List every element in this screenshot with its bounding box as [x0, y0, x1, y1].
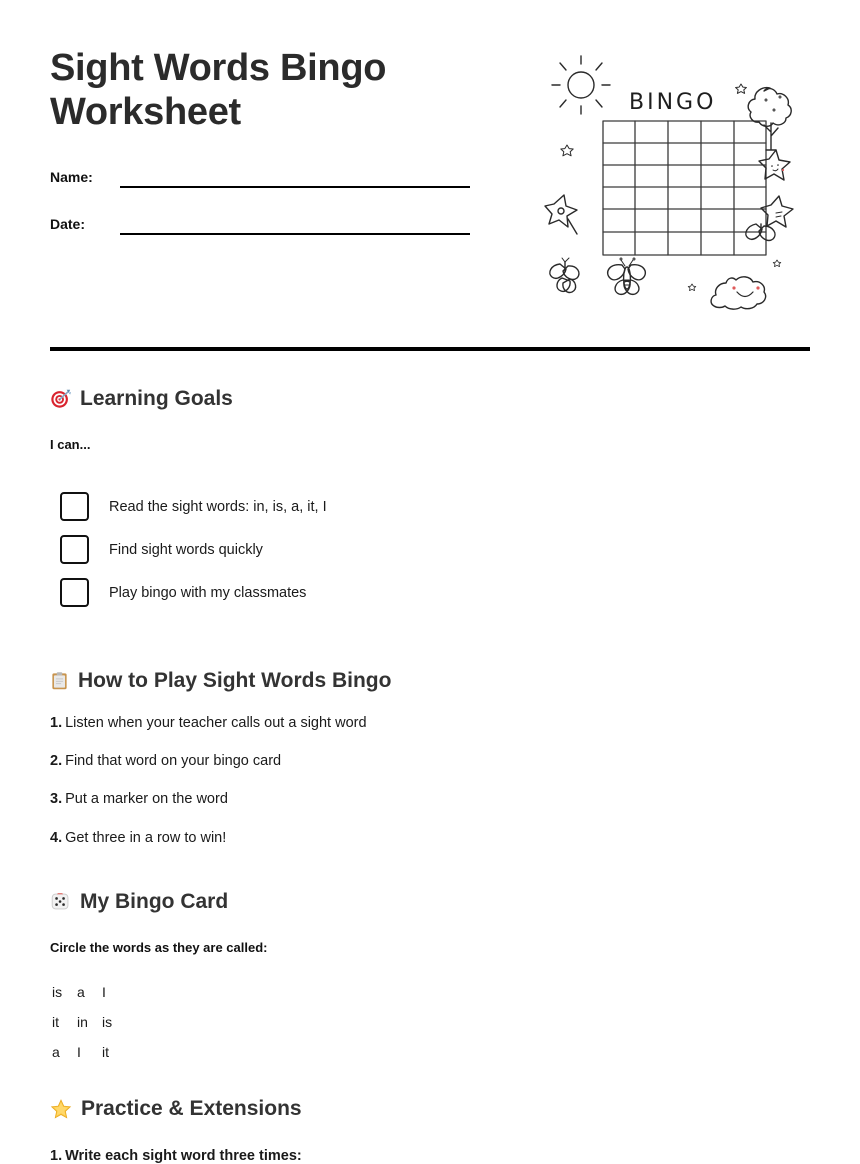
- smiling-star-icon: [759, 150, 790, 180]
- play-step: [50, 752, 810, 770]
- play-step: [50, 714, 810, 732]
- bingo-caption: BINGO: [629, 90, 717, 115]
- bingo-word[interactable]: in: [77, 1014, 88, 1031]
- bingo-card-row: [50, 977, 810, 1007]
- tiny-star-icon: [773, 260, 781, 267]
- section-how-to-play: [50, 668, 810, 867]
- practice-item: [50, 1148, 810, 1164]
- play-steps-list: [50, 714, 810, 847]
- star-icon: [50, 1098, 72, 1120]
- date-field-label: Date:: [50, 216, 86, 233]
- practice-number: 1.: [50, 1148, 63, 1164]
- dart-target-icon: [50, 388, 71, 409]
- butterfly-icon: [608, 258, 646, 294]
- clipboard-icon: [50, 671, 69, 690]
- header-divider: [50, 347, 810, 351]
- bingo-word[interactable]: it: [52, 1014, 59, 1031]
- play-step: [50, 829, 810, 847]
- goal-checkbox[interactable]: [60, 492, 89, 521]
- name-field-input[interactable]: [120, 166, 470, 188]
- step-text: Listen when your teacher calls out a sight word: [65, 715, 367, 732]
- bingo-word[interactable]: a: [52, 1044, 60, 1061]
- tiny-star-icon: [561, 145, 573, 156]
- bingo-card-row: [50, 1007, 810, 1037]
- practice-text: Write each sight word three times:: [65, 1148, 302, 1164]
- learning-goals-heading: [50, 386, 810, 411]
- step-number: 2.: [50, 753, 63, 770]
- how-to-play-heading: [50, 668, 810, 693]
- goal-item[interactable]: [50, 485, 810, 528]
- my-bingo-card-heading: [50, 889, 810, 914]
- date-field-input[interactable]: [120, 213, 470, 235]
- goal-label: Play bingo with my classmates: [109, 584, 307, 601]
- step-number: 3.: [50, 791, 63, 808]
- section-my-bingo-card: [50, 889, 810, 1067]
- bingo-word[interactable]: is: [52, 984, 63, 1001]
- learning-goals-heading-text: Learning Goals: [80, 387, 233, 410]
- step-text: Put a marker on the word: [65, 791, 228, 808]
- section-learning-goals: [50, 386, 810, 614]
- step-text: Find that word on your bingo card: [65, 753, 282, 770]
- goal-checkbox[interactable]: [60, 535, 89, 564]
- smiling-cloud-icon: [711, 277, 765, 309]
- circle-words-instruction: Circle the words as they are called:: [50, 940, 268, 956]
- game-die-icon: [50, 891, 71, 912]
- name-field-label: Name:: [50, 169, 93, 186]
- step-number: 4.: [50, 829, 63, 846]
- name-field-row: [50, 156, 470, 188]
- step-number: 1.: [50, 715, 63, 732]
- goals-checklist: [50, 485, 810, 614]
- butterfly-icon: [550, 258, 579, 292]
- tiny-star-icon: [736, 84, 747, 93]
- date-field-row: [50, 203, 470, 235]
- bingo-illustration: [540, 52, 820, 312]
- goal-label: Read the sight words: in, is, a, it, I: [109, 498, 327, 515]
- i-can-label: I can...: [50, 437, 91, 453]
- goal-item[interactable]: [50, 571, 810, 614]
- tiny-dot-icon: [688, 284, 696, 291]
- bingo-card-row: [50, 1037, 810, 1067]
- play-step: [50, 790, 810, 808]
- bingo-word[interactable]: it: [102, 1044, 109, 1061]
- practice-extensions-heading: [50, 1096, 810, 1121]
- step-text: Get three in a row to win!: [65, 829, 227, 846]
- practice-extensions-heading-text: Practice & Extensions: [81, 1097, 302, 1120]
- sun-icon: [552, 56, 610, 114]
- bingo-card-grid: [50, 977, 810, 1067]
- star-wand-icon: [545, 195, 577, 234]
- bingo-word[interactable]: a: [77, 984, 85, 1001]
- bingo-word[interactable]: I: [77, 1044, 81, 1061]
- bingo-grid: [603, 121, 766, 255]
- student-fields: [50, 156, 470, 235]
- tree-icon: [748, 88, 791, 150]
- bingo-word[interactable]: I: [102, 984, 106, 1001]
- goal-label: Find sight words quickly: [109, 541, 263, 558]
- bingo-word[interactable]: is: [102, 1014, 113, 1031]
- my-bingo-card-heading-text: My Bingo Card: [80, 890, 229, 913]
- goal-checkbox[interactable]: [60, 578, 89, 607]
- section-practice-extensions: [50, 1096, 810, 1164]
- how-to-play-heading-text: How to Play Sight Words Bingo: [78, 669, 392, 692]
- page-title: Sight Words Bingo Worksheet: [50, 47, 387, 134]
- goal-item[interactable]: [50, 528, 810, 571]
